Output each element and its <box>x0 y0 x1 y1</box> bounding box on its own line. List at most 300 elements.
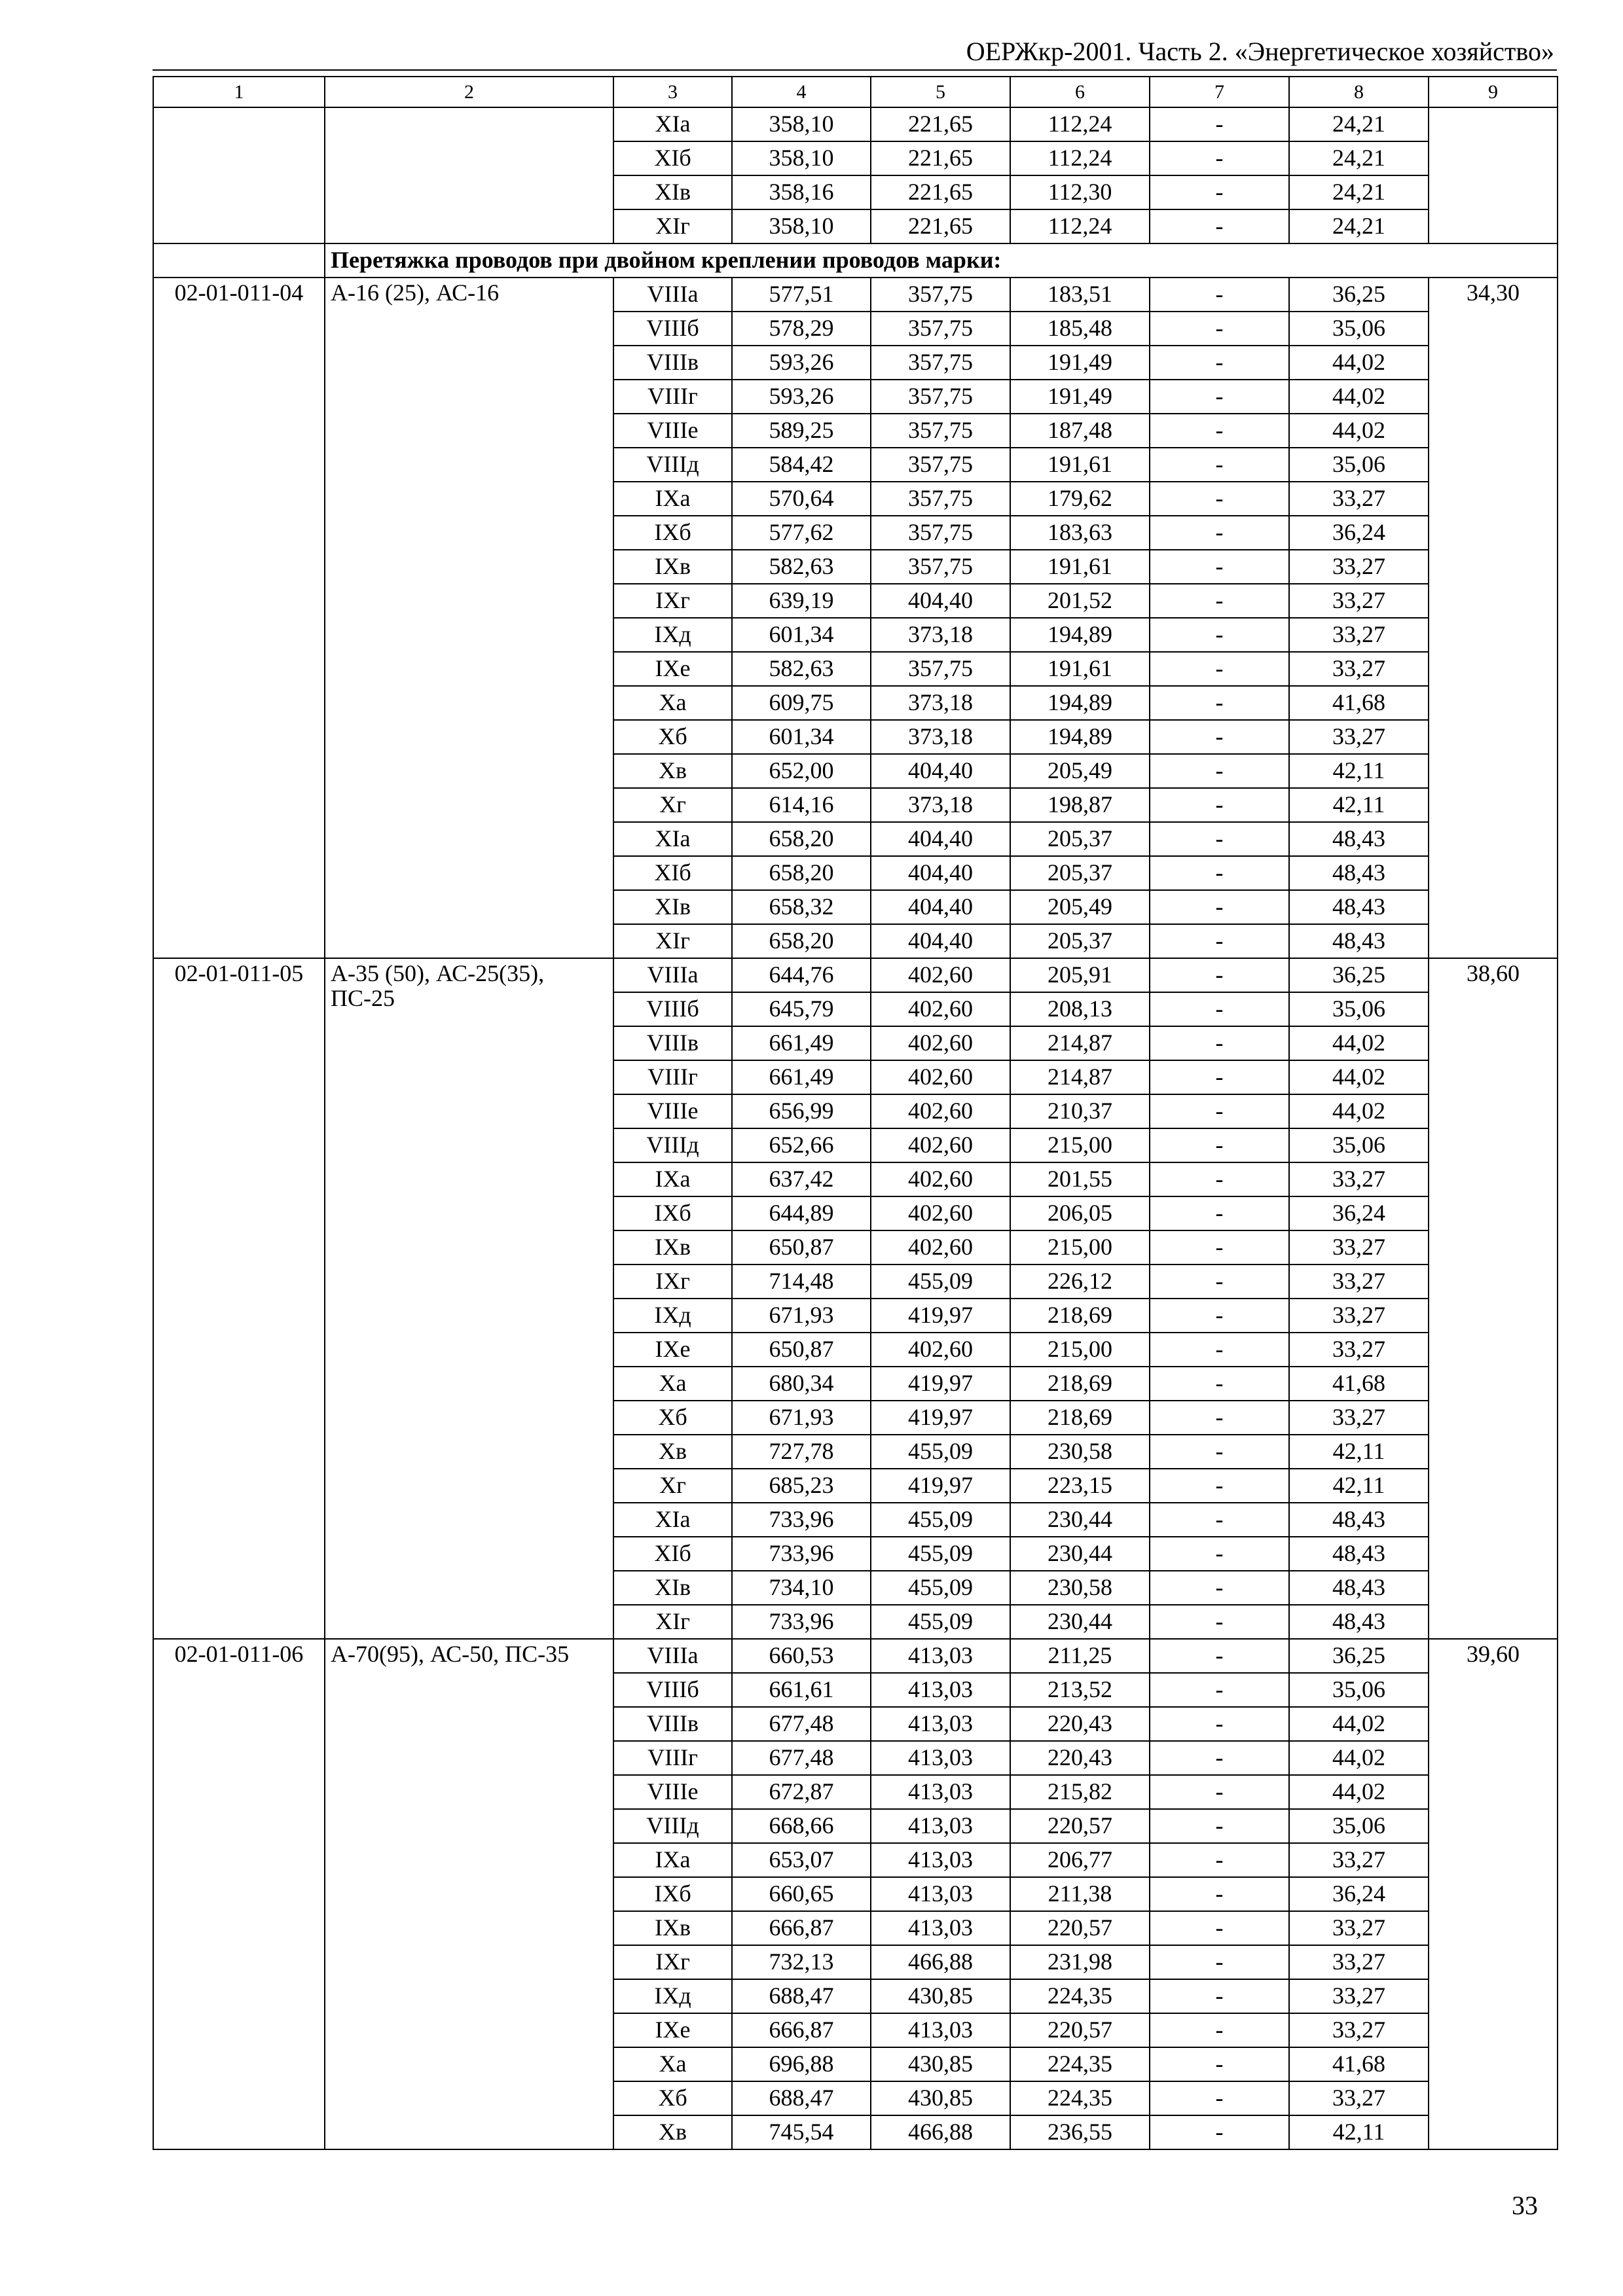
section-spacer-cell <box>153 243 325 278</box>
rate-code: 02-01-011-05 <box>153 958 325 1639</box>
rates-table <box>153 76 1558 2150</box>
value-cell: 33,27 <box>1289 1911 1429 1945</box>
value-cell: 33,27 <box>1289 1979 1429 2013</box>
value-cell: 650,87 <box>732 1333 871 1367</box>
value-cell: 584,42 <box>732 448 871 482</box>
value-cell: 430,85 <box>871 2081 1010 2115</box>
value-cell: - <box>1150 1196 1289 1230</box>
value-cell: - <box>1150 1060 1289 1094</box>
value-cell: 733,96 <box>732 1537 871 1571</box>
condition-cell: XIв <box>613 890 732 924</box>
rate-norm: 39,60 <box>1429 1639 1558 2149</box>
value-cell: - <box>1150 2047 1289 2081</box>
value-cell: 733,96 <box>732 1503 871 1537</box>
value-cell: 44,02 <box>1289 1707 1429 1741</box>
name-cell <box>325 107 613 243</box>
value-cell: 402,60 <box>871 1128 1010 1162</box>
value-cell: 48,43 <box>1289 1503 1429 1537</box>
value-cell: 660,65 <box>732 1877 871 1911</box>
value-cell: 220,57 <box>1010 1809 1150 1843</box>
value-cell: - <box>1150 1265 1289 1299</box>
value-cell: - <box>1150 1094 1289 1128</box>
condition-cell: XIа <box>613 822 732 856</box>
value-cell: 33,27 <box>1289 1945 1429 1979</box>
condition-cell: VIIIд <box>613 1809 732 1843</box>
condition-cell: XIв <box>613 175 732 209</box>
value-cell: 33,27 <box>1289 2013 1429 2047</box>
value-cell: 218,69 <box>1010 1401 1150 1435</box>
value-cell: - <box>1150 209 1289 243</box>
value-cell: 578,29 <box>732 312 871 346</box>
value-cell: 373,18 <box>871 788 1010 822</box>
value-cell: 194,89 <box>1010 686 1150 720</box>
value-cell: 42,11 <box>1289 1469 1429 1503</box>
value-cell: 206,77 <box>1010 1843 1150 1877</box>
condition-cell: IXг <box>613 1265 732 1299</box>
value-cell: - <box>1150 1333 1289 1367</box>
value-cell: 224,35 <box>1010 1979 1150 2013</box>
value-cell: - <box>1150 1605 1289 1639</box>
value-cell: 33,27 <box>1289 618 1429 652</box>
value-cell: 677,48 <box>732 1741 871 1775</box>
value-cell: 668,66 <box>732 1809 871 1843</box>
value-cell: - <box>1150 1128 1289 1162</box>
value-cell: 637,42 <box>732 1162 871 1196</box>
value-cell: 220,57 <box>1010 1911 1150 1945</box>
value-cell: 194,89 <box>1010 720 1150 754</box>
value-cell: 732,13 <box>732 1945 871 1979</box>
value-cell: 205,91 <box>1010 958 1150 992</box>
value-cell: 35,06 <box>1289 448 1429 482</box>
value-cell: 230,44 <box>1010 1537 1150 1571</box>
value-cell: 221,65 <box>871 107 1010 141</box>
value-cell: 230,58 <box>1010 1571 1150 1605</box>
value-cell: 358,10 <box>732 107 871 141</box>
value-cell: 214,87 <box>1010 1026 1150 1060</box>
value-cell: - <box>1150 1673 1289 1707</box>
value-cell: 221,65 <box>871 141 1010 175</box>
value-cell: 658,20 <box>732 822 871 856</box>
value-cell: 215,00 <box>1010 1128 1150 1162</box>
value-cell: 661,49 <box>732 1026 871 1060</box>
condition-cell: IXв <box>613 1230 732 1265</box>
value-cell: - <box>1150 1230 1289 1265</box>
value-cell: 33,27 <box>1289 1401 1429 1435</box>
value-cell: 42,11 <box>1289 788 1429 822</box>
value-cell: - <box>1150 1911 1289 1945</box>
value-cell: 577,51 <box>732 278 871 312</box>
value-cell: - <box>1150 720 1289 754</box>
condition-cell: IXг <box>613 1945 732 1979</box>
rate-code: 02-01-011-04 <box>153 278 325 958</box>
value-cell: 653,07 <box>732 1843 871 1877</box>
value-cell: 413,03 <box>871 1843 1010 1877</box>
value-cell: 112,24 <box>1010 209 1150 243</box>
value-cell: 357,75 <box>871 516 1010 550</box>
value-cell: 33,27 <box>1289 584 1429 618</box>
value-cell: - <box>1150 584 1289 618</box>
value-cell: 402,60 <box>871 1230 1010 1265</box>
value-cell: 413,03 <box>871 1741 1010 1775</box>
value-cell: 672,87 <box>732 1775 871 1809</box>
value-cell: 404,40 <box>871 924 1010 958</box>
value-cell: - <box>1150 686 1289 720</box>
rate-name: А-70(95), АС-50, ПС-35 <box>325 1639 613 2149</box>
column-number: 7 <box>1150 77 1289 107</box>
value-cell: 734,10 <box>732 1571 871 1605</box>
value-cell: - <box>1150 1571 1289 1605</box>
value-cell: 666,87 <box>732 2013 871 2047</box>
value-cell: 44,02 <box>1289 414 1429 448</box>
value-cell: 358,10 <box>732 141 871 175</box>
value-cell: 24,21 <box>1289 141 1429 175</box>
value-cell: 671,93 <box>732 1401 871 1435</box>
value-cell: - <box>1150 448 1289 482</box>
value-cell: 402,60 <box>871 1060 1010 1094</box>
value-cell: 688,47 <box>732 2081 871 2115</box>
value-cell: 33,27 <box>1289 1265 1429 1299</box>
condition-cell: VIIIа <box>613 278 732 312</box>
column-number: 9 <box>1429 77 1558 107</box>
value-cell: 658,20 <box>732 924 871 958</box>
value-cell: 402,60 <box>871 1333 1010 1367</box>
norm-cell <box>1429 107 1558 243</box>
value-cell: 644,89 <box>732 1196 871 1230</box>
condition-cell: Xа <box>613 2047 732 2081</box>
value-cell: 205,49 <box>1010 890 1150 924</box>
value-cell: 455,09 <box>871 1503 1010 1537</box>
value-cell: 357,75 <box>871 414 1010 448</box>
value-cell: - <box>1150 958 1289 992</box>
condition-cell: Xв <box>613 754 732 788</box>
value-cell: - <box>1150 890 1289 924</box>
value-cell: 36,24 <box>1289 1877 1429 1911</box>
rate-code: 02-01-011-06 <box>153 1639 325 2149</box>
value-cell: 112,24 <box>1010 141 1150 175</box>
value-cell: 373,18 <box>871 618 1010 652</box>
value-cell: 205,37 <box>1010 856 1150 890</box>
value-cell: 358,16 <box>732 175 871 209</box>
value-cell: - <box>1150 482 1289 516</box>
value-cell: 41,68 <box>1289 2047 1429 2081</box>
value-cell: 44,02 <box>1289 1060 1429 1094</box>
value-cell: 48,43 <box>1289 1571 1429 1605</box>
value-cell: 230,44 <box>1010 1605 1150 1639</box>
condition-cell: XIб <box>613 1537 732 1571</box>
value-cell: 220,43 <box>1010 1707 1150 1741</box>
value-cell: 215,82 <box>1010 1775 1150 1809</box>
value-cell: 226,12 <box>1010 1265 1150 1299</box>
condition-cell: VIIIг <box>613 1060 732 1094</box>
value-cell: - <box>1150 2013 1289 2047</box>
value-cell: 358,10 <box>732 209 871 243</box>
value-cell: 671,93 <box>732 1299 871 1333</box>
condition-cell: XIв <box>613 1571 732 1605</box>
value-cell: 639,19 <box>732 584 871 618</box>
value-cell: - <box>1150 550 1289 584</box>
value-cell: 609,75 <box>732 686 871 720</box>
condition-cell: VIIIб <box>613 312 732 346</box>
condition-cell: IXд <box>613 618 732 652</box>
value-cell: - <box>1150 1401 1289 1435</box>
value-cell: - <box>1150 754 1289 788</box>
value-cell: 224,35 <box>1010 2047 1150 2081</box>
value-cell: - <box>1150 856 1289 890</box>
value-cell: - <box>1150 1299 1289 1333</box>
value-cell: 215,00 <box>1010 1230 1150 1265</box>
value-cell: - <box>1150 652 1289 686</box>
value-cell: - <box>1150 924 1289 958</box>
value-cell: 430,85 <box>871 2047 1010 2081</box>
value-cell: 33,27 <box>1289 2081 1429 2115</box>
value-cell: - <box>1150 278 1289 312</box>
value-cell: 733,96 <box>732 1605 871 1639</box>
column-number: 2 <box>325 77 613 107</box>
value-cell: 42,11 <box>1289 754 1429 788</box>
value-cell: 645,79 <box>732 992 871 1026</box>
condition-cell: Xб <box>613 2081 732 2115</box>
value-cell: 191,61 <box>1010 448 1150 482</box>
section-row <box>153 243 1558 278</box>
condition-cell: Xв <box>613 1435 732 1469</box>
value-cell: 221,65 <box>871 209 1010 243</box>
table-row <box>153 958 1558 992</box>
value-cell: - <box>1150 175 1289 209</box>
value-cell: 660,53 <box>732 1639 871 1673</box>
column-number: 4 <box>732 77 871 107</box>
value-cell: - <box>1150 822 1289 856</box>
value-cell: 614,16 <box>732 788 871 822</box>
value-cell: 41,68 <box>1289 686 1429 720</box>
value-cell: 48,43 <box>1289 1605 1429 1639</box>
condition-cell: Xа <box>613 686 732 720</box>
value-cell: 187,48 <box>1010 414 1150 448</box>
value-cell: 179,62 <box>1010 482 1150 516</box>
value-cell: 35,06 <box>1289 312 1429 346</box>
column-number: 6 <box>1010 77 1150 107</box>
value-cell: 230,58 <box>1010 1435 1150 1469</box>
value-cell: 357,75 <box>871 346 1010 380</box>
condition-cell: IXа <box>613 1162 732 1196</box>
value-cell: 680,34 <box>732 1367 871 1401</box>
condition-cell: VIIIд <box>613 1128 732 1162</box>
value-cell: 48,43 <box>1289 822 1429 856</box>
value-cell: 677,48 <box>732 1707 871 1741</box>
value-cell: 44,02 <box>1289 346 1429 380</box>
condition-cell: IXа <box>613 482 732 516</box>
value-cell: 218,69 <box>1010 1367 1150 1401</box>
value-cell: 210,37 <box>1010 1094 1150 1128</box>
value-cell: - <box>1150 1707 1289 1741</box>
value-cell: 696,88 <box>732 2047 871 2081</box>
value-cell: 661,61 <box>732 1673 871 1707</box>
header-rule <box>153 69 1557 71</box>
value-cell: 593,26 <box>732 346 871 380</box>
table-row <box>153 1639 1558 1673</box>
value-cell: 44,02 <box>1289 1775 1429 1809</box>
value-cell: 455,09 <box>871 1265 1010 1299</box>
value-cell: - <box>1150 414 1289 448</box>
value-cell: 402,60 <box>871 1162 1010 1196</box>
value-cell: 221,65 <box>871 175 1010 209</box>
column-number: 8 <box>1289 77 1429 107</box>
value-cell: 205,49 <box>1010 754 1150 788</box>
value-cell: 404,40 <box>871 890 1010 924</box>
value-cell: 33,27 <box>1289 720 1429 754</box>
value-cell: - <box>1150 1367 1289 1401</box>
value-cell: 41,68 <box>1289 1367 1429 1401</box>
value-cell: 201,55 <box>1010 1162 1150 1196</box>
condition-cell: Xв <box>613 2115 732 2149</box>
value-cell: 36,24 <box>1289 516 1429 550</box>
value-cell: 208,13 <box>1010 992 1150 1026</box>
value-cell: 48,43 <box>1289 856 1429 890</box>
condition-cell: VIIIа <box>613 1639 732 1673</box>
value-cell: 33,27 <box>1289 550 1429 584</box>
value-cell: 211,38 <box>1010 1877 1150 1911</box>
condition-cell: XIг <box>613 209 732 243</box>
value-cell: - <box>1150 1639 1289 1673</box>
value-cell: 373,18 <box>871 686 1010 720</box>
value-cell: 33,27 <box>1289 652 1429 686</box>
code-cell <box>153 107 325 243</box>
value-cell: 413,03 <box>871 1639 1010 1673</box>
value-cell: 413,03 <box>871 1707 1010 1741</box>
value-cell: - <box>1150 107 1289 141</box>
value-cell: 198,87 <box>1010 788 1150 822</box>
value-cell: 183,63 <box>1010 516 1150 550</box>
condition-cell: VIIIг <box>613 1741 732 1775</box>
value-cell: - <box>1150 312 1289 346</box>
value-cell: 230,44 <box>1010 1503 1150 1537</box>
value-cell: - <box>1150 2081 1289 2115</box>
value-cell: 582,63 <box>732 550 871 584</box>
value-cell: 24,21 <box>1289 209 1429 243</box>
value-cell: 112,24 <box>1010 107 1150 141</box>
value-cell: 685,23 <box>732 1469 871 1503</box>
condition-cell: VIIIа <box>613 958 732 992</box>
value-cell: 404,40 <box>871 822 1010 856</box>
value-cell: 601,34 <box>732 618 871 652</box>
value-cell: 402,60 <box>871 992 1010 1026</box>
value-cell: 577,62 <box>732 516 871 550</box>
condition-cell: IXе <box>613 652 732 686</box>
value-cell: 185,48 <box>1010 312 1150 346</box>
value-cell: 601,34 <box>732 720 871 754</box>
condition-cell: IXб <box>613 516 732 550</box>
column-number: 1 <box>153 77 325 107</box>
value-cell: 191,49 <box>1010 380 1150 414</box>
condition-cell: IXв <box>613 1911 732 1945</box>
value-cell: 413,03 <box>871 1809 1010 1843</box>
value-cell: 357,75 <box>871 278 1010 312</box>
value-cell: 224,35 <box>1010 2081 1150 2115</box>
value-cell: - <box>1150 992 1289 1026</box>
condition-cell: VIIIв <box>613 1026 732 1060</box>
condition-cell: VIIIе <box>613 414 732 448</box>
value-cell: 466,88 <box>871 2115 1010 2149</box>
value-cell: 205,37 <box>1010 924 1150 958</box>
value-cell: 220,43 <box>1010 1741 1150 1775</box>
rate-norm: 38,60 <box>1429 958 1558 1639</box>
value-cell: - <box>1150 1741 1289 1775</box>
condition-cell: VIIIе <box>613 1775 732 1809</box>
value-cell: - <box>1150 1435 1289 1469</box>
value-cell: 33,27 <box>1289 1230 1429 1265</box>
condition-cell: IXд <box>613 1299 732 1333</box>
value-cell: 413,03 <box>871 1775 1010 1809</box>
value-cell: 402,60 <box>871 1094 1010 1128</box>
value-cell: 714,48 <box>732 1265 871 1299</box>
value-cell: 430,85 <box>871 1979 1010 2013</box>
condition-cell: IXд <box>613 1979 732 2013</box>
value-cell: 183,51 <box>1010 278 1150 312</box>
value-cell: 24,21 <box>1289 175 1429 209</box>
condition-cell: XIг <box>613 1605 732 1639</box>
rate-name: А-16 (25), АС-16 <box>325 278 613 958</box>
page-number: 33 <box>1512 2191 1538 2220</box>
value-cell: 357,75 <box>871 550 1010 584</box>
value-cell: - <box>1150 618 1289 652</box>
condition-cell: VIIIг <box>613 380 732 414</box>
value-cell: 48,43 <box>1289 924 1429 958</box>
condition-cell: Xб <box>613 1401 732 1435</box>
value-cell: - <box>1150 516 1289 550</box>
value-cell: 419,97 <box>871 1299 1010 1333</box>
value-cell: 688,47 <box>732 1979 871 2013</box>
condition-cell: XIб <box>613 856 732 890</box>
condition-cell: Xг <box>613 788 732 822</box>
condition-cell: VIIIе <box>613 1094 732 1128</box>
value-cell: - <box>1150 1775 1289 1809</box>
value-cell: 236,55 <box>1010 2115 1150 2149</box>
value-cell: - <box>1150 1026 1289 1060</box>
value-cell: 220,57 <box>1010 2013 1150 2047</box>
value-cell: 658,32 <box>732 890 871 924</box>
condition-cell: XIа <box>613 1503 732 1537</box>
value-cell: 373,18 <box>871 720 1010 754</box>
value-cell: 404,40 <box>871 584 1010 618</box>
condition-cell: IXб <box>613 1196 732 1230</box>
condition-cell: XIа <box>613 107 732 141</box>
column-number: 5 <box>871 77 1010 107</box>
value-cell: - <box>1150 141 1289 175</box>
value-cell: - <box>1150 380 1289 414</box>
value-cell: 404,40 <box>871 856 1010 890</box>
value-cell: 652,66 <box>732 1128 871 1162</box>
value-cell: - <box>1150 1469 1289 1503</box>
value-cell: 36,24 <box>1289 1196 1429 1230</box>
value-cell: 419,97 <box>871 1367 1010 1401</box>
value-cell: 42,11 <box>1289 1435 1429 1469</box>
value-cell: 402,60 <box>871 958 1010 992</box>
value-cell: 44,02 <box>1289 380 1429 414</box>
table-body <box>153 77 1558 2149</box>
rate-name: А-35 (50), АС-25(35), ПС-25 <box>325 958 613 1639</box>
value-cell: 206,05 <box>1010 1196 1150 1230</box>
value-cell: 231,98 <box>1010 1945 1150 1979</box>
value-cell: 661,49 <box>732 1060 871 1094</box>
condition-cell: VIIIв <box>613 1707 732 1741</box>
condition-cell: VIIIв <box>613 346 732 380</box>
condition-cell: Xг <box>613 1469 732 1503</box>
condition-cell: IXе <box>613 1333 732 1367</box>
value-cell: 213,52 <box>1010 1673 1150 1707</box>
value-cell: 33,27 <box>1289 1333 1429 1367</box>
value-cell: 44,02 <box>1289 1094 1429 1128</box>
value-cell: - <box>1150 1537 1289 1571</box>
condition-cell: IXе <box>613 2013 732 2047</box>
